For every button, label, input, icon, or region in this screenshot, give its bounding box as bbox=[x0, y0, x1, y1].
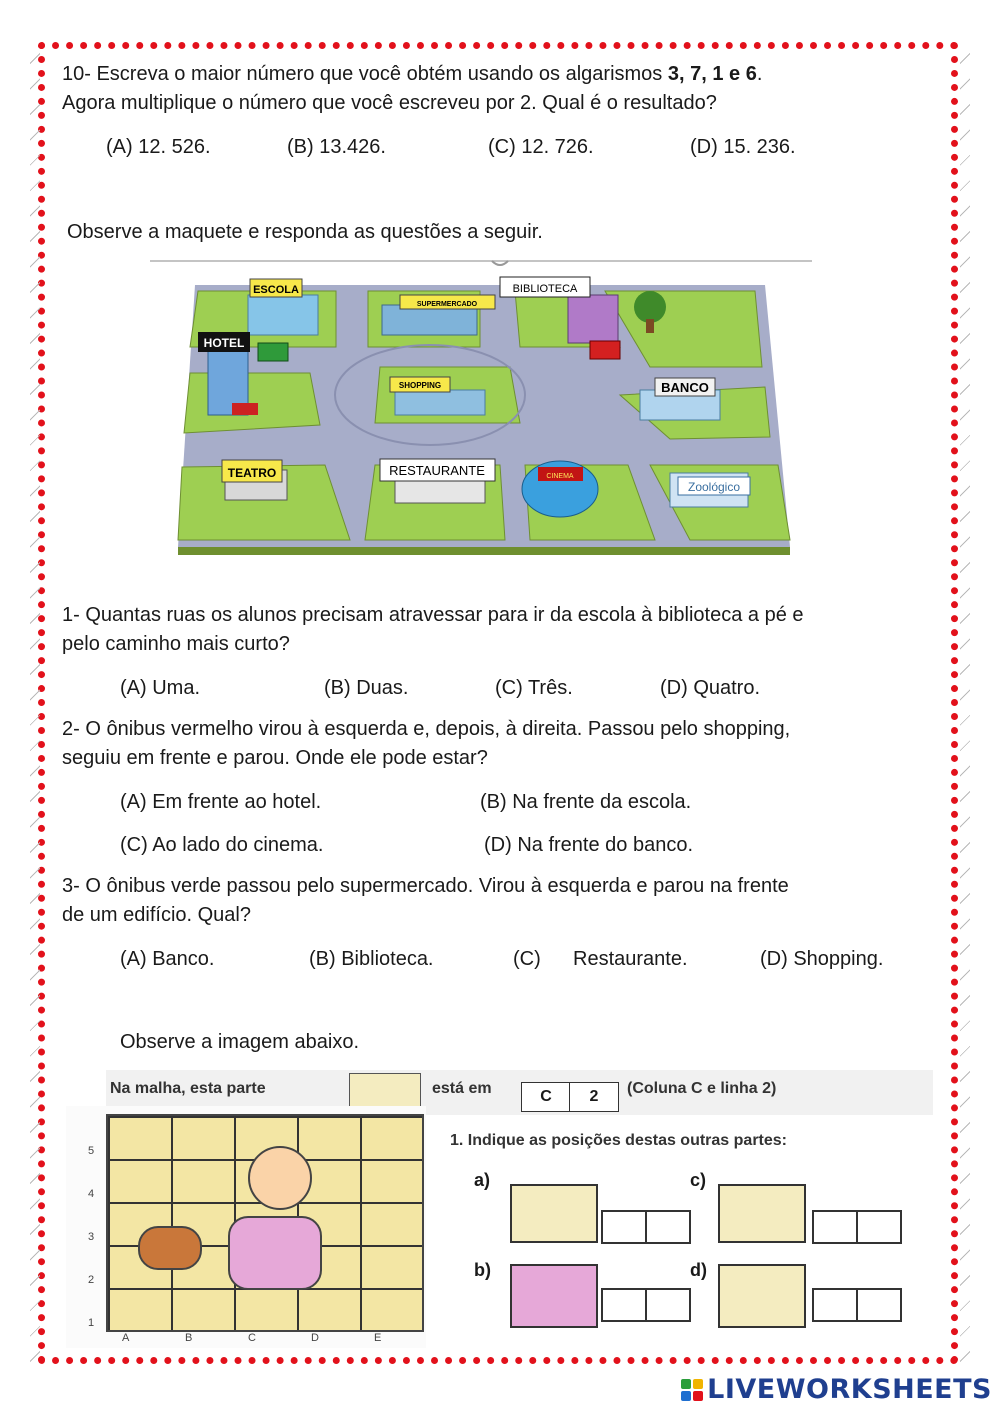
column-labels: A B C D E bbox=[122, 1332, 382, 1344]
malha-cell-column: C bbox=[521, 1082, 571, 1112]
q10-option-b[interactable]: (B) 13.426. bbox=[287, 136, 386, 158]
malha-text-post: (Coluna C e linha 2) bbox=[627, 1080, 777, 1097]
row-labels: 5 4 3 2 1 bbox=[88, 1145, 95, 1329]
part-d-piece bbox=[718, 1264, 806, 1328]
q3-option-a[interactable]: (A) Banco. bbox=[120, 948, 215, 970]
part-b-piece bbox=[510, 1264, 598, 1328]
grid-activity-image bbox=[66, 1070, 933, 1348]
part-a-answer-row[interactable] bbox=[645, 1210, 691, 1244]
q10-option-c[interactable]: (C) 12. 726. bbox=[488, 136, 594, 158]
q1-option-c[interactable]: (C) Três. bbox=[495, 677, 573, 699]
maquete-intro: Observe a maquete e responda as questões a seguir. bbox=[67, 221, 543, 243]
grid-picture bbox=[106, 1114, 424, 1332]
q3-option-b[interactable]: (B) Biblioteca. bbox=[309, 948, 434, 970]
label-escola: ESCOLA bbox=[253, 284, 299, 296]
label-zoologico: Zoológico bbox=[687, 480, 741, 494]
q1-line2: pelo caminho mais curto? bbox=[62, 633, 290, 655]
part-a-label: a) bbox=[474, 1170, 491, 1190]
label-banco: BANCO bbox=[661, 380, 709, 395]
part-d-label: d) bbox=[690, 1260, 707, 1280]
q2-option-c[interactable]: (C) Ao lado do cinema. bbox=[120, 834, 324, 856]
liveworksheets-logo bbox=[681, 1374, 992, 1405]
q1-option-b[interactable]: (B) Duas. bbox=[324, 677, 409, 699]
q2-option-d[interactable]: (D) Na frente do banco. bbox=[484, 834, 693, 856]
malha-text-mid: está em bbox=[432, 1080, 492, 1097]
part-b-answer-row[interactable] bbox=[645, 1288, 691, 1322]
q2-line1: 2- O ônibus vermelho virou à esquerda e, depois, à direita. Passou pelo shopping, bbox=[62, 718, 791, 740]
part-c-piece bbox=[718, 1184, 806, 1243]
q10-line2: Agora multiplique o número que você escreveu por 2. Qual é o resultado? bbox=[62, 92, 717, 114]
label-restaurante: RESTAURANTE bbox=[389, 463, 485, 478]
label-shopping: SHOPPING bbox=[398, 381, 442, 390]
q2-option-a[interactable]: (A) Em frente ao hotel. bbox=[120, 791, 322, 813]
q1-option-a[interactable]: (A) Uma. bbox=[120, 677, 200, 699]
part-c-label: c) bbox=[690, 1170, 707, 1190]
part-a-answer-column[interactable] bbox=[601, 1210, 647, 1244]
label-teatro: TEATRO bbox=[227, 466, 277, 480]
part-c-answer-column[interactable] bbox=[812, 1210, 858, 1244]
label-cinema: CINEMA bbox=[546, 473, 574, 480]
part-d-answer-column[interactable] bbox=[812, 1288, 858, 1322]
label-supermercado: SUPERMERCADO bbox=[416, 301, 478, 308]
q2-option-b[interactable]: (B) Na frente da escola. bbox=[480, 791, 692, 813]
malha-cell-row: 2 bbox=[569, 1082, 619, 1112]
part-b-label: b) bbox=[474, 1260, 491, 1280]
label-biblioteca: BIBLIOTECA bbox=[512, 283, 578, 295]
q1-option-d[interactable]: (D) Quatro. bbox=[660, 677, 761, 699]
part-b-answer-column[interactable] bbox=[601, 1288, 647, 1322]
malha-text-pre: Na malha, esta parte bbox=[110, 1080, 266, 1097]
q3-option-c-text[interactable]: Restaurante. bbox=[573, 948, 688, 970]
q3-line2: de um edifício. Qual? bbox=[62, 904, 251, 926]
part-d-answer-row[interactable] bbox=[856, 1288, 902, 1322]
right-hatch-decoration bbox=[960, 50, 970, 1363]
part-c-answer-row[interactable] bbox=[856, 1210, 902, 1244]
q3-option-d[interactable]: (D) Shopping. bbox=[760, 948, 884, 970]
q10-line1: 10- Escreva o maior número que você obtém usando os algarismos 3, 7, 1 e 6. bbox=[62, 63, 763, 85]
city-model-illustration bbox=[150, 255, 815, 565]
q2-line2: seguiu em frente e parou. Onde ele pode estar? bbox=[62, 747, 488, 769]
liveworksheets-mark-icon bbox=[681, 1379, 703, 1401]
q3-line1: 3- O ônibus verde passou pelo supermercado. Virou à esquerda e parou na frente bbox=[62, 875, 789, 897]
left-hatch-decoration bbox=[30, 50, 40, 1363]
q1-line1: 1- Quantas ruas os alunos precisam atravessar para ir da escola à biblioteca a pé e bbox=[62, 604, 804, 626]
part-a-piece bbox=[510, 1184, 598, 1243]
liveworksheets-brand-text: LIVEWORKSHEETS bbox=[707, 1374, 992, 1405]
q10-option-a[interactable]: (A) 12. 526. bbox=[106, 136, 211, 158]
grid-instruction: 1. Indique as posições destas outras partes: bbox=[450, 1132, 787, 1149]
q3-option-c[interactable]: (C) bbox=[513, 948, 541, 970]
label-hotel: HOTEL bbox=[203, 336, 245, 350]
q10-option-d[interactable]: (D) 15. 236. bbox=[690, 136, 796, 158]
grid-section-intro: Observe a imagem abaixo. bbox=[120, 1031, 360, 1053]
